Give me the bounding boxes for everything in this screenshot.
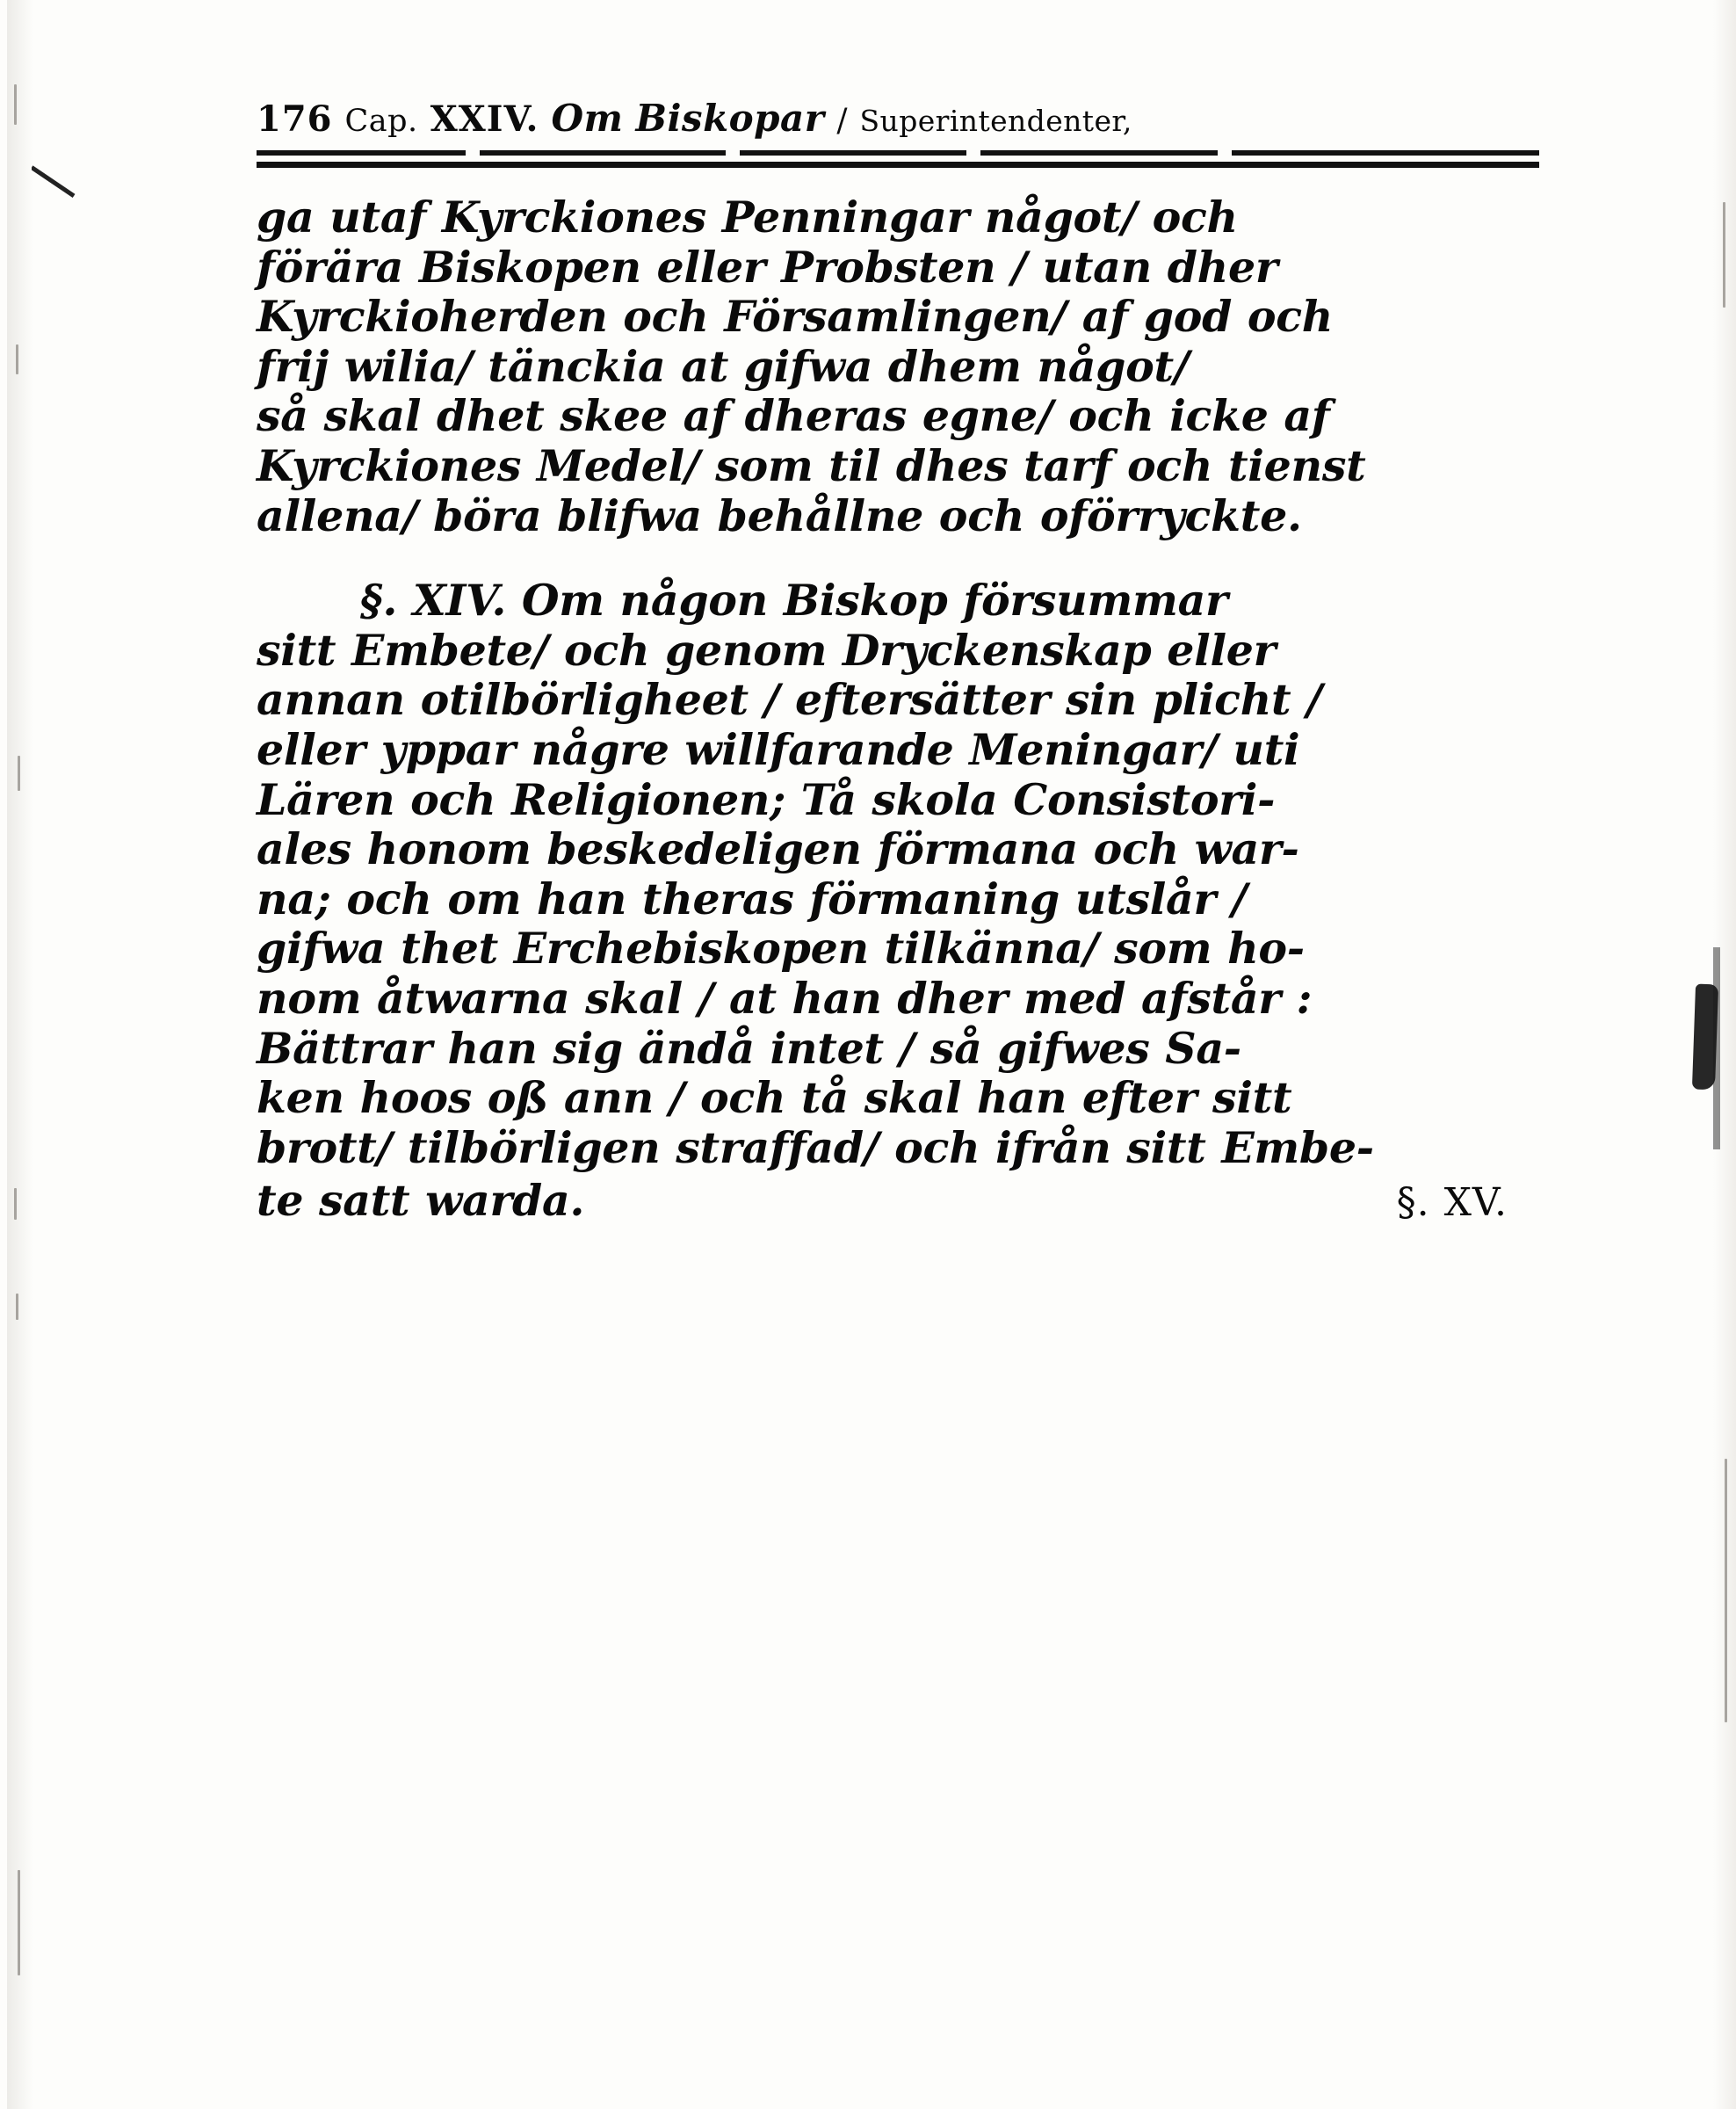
scan-tick-mark [18, 1870, 20, 1975]
scan-tick-mark [16, 1294, 18, 1320]
text-line: Bättrar han sig ändå intet / så gifwes Sa- [257, 1022, 1241, 1074]
text-line: ga utaf Kyrckiones Penningar något/ och [257, 192, 1238, 243]
catchword-next-section: §. XV. [1396, 1180, 1508, 1226]
scan-tick-mark [14, 1188, 17, 1220]
text-line: gifwa thet Erchebiskopen tilkänna/ som ho- [257, 923, 1305, 975]
text-line: ken hoos oß ann / och tå skal han efter sitt [257, 1072, 1292, 1124]
rule-break [1218, 150, 1232, 156]
paragraph-section-xiv [257, 576, 1539, 1226]
running-head-chapter-number: XXIV. [430, 98, 539, 140]
text-line: annan otilbörligheet / eftersätter sin plicht / [257, 674, 1322, 726]
paragraph-continued [257, 192, 1539, 540]
running-head-subject-alt: Superintendenter, [859, 104, 1132, 138]
text-line: Lären och Religionen; Tå skola Consistori- [257, 773, 1276, 825]
body-text [257, 192, 1539, 1226]
ink-smudge-artifact [1692, 984, 1718, 1091]
rule-break [966, 150, 980, 156]
rule-break [466, 150, 480, 156]
running-head-om: Om [551, 97, 624, 140]
running-head-separator: / [836, 103, 848, 139]
scan-tick-mark [1723, 202, 1725, 308]
page-left-edge-artifact [7, 0, 33, 2109]
scan-corner-mark [32, 158, 88, 202]
header-rule-bottom [257, 162, 1539, 168]
page-number: 176 [257, 98, 333, 140]
text-line: ales honom beskedeligen förmana och war- [257, 823, 1299, 875]
scan-tick-mark [1725, 1459, 1727, 1722]
text-line: eller yppar någre willfarande Meningar/ uti [257, 723, 1300, 775]
header-double-rule [257, 150, 1539, 170]
scan-tick-mark [16, 344, 18, 374]
section-heading-line: §. XIV. Om någon Biskop försummar [360, 575, 1228, 627]
running-head-subject: Biskopar [635, 97, 825, 140]
text-line: brott/ tilbörligen straffad/ och ifrån sitt Embe- [257, 1121, 1374, 1173]
page-content [257, 97, 1539, 1226]
text-line: så skal dhet skee af dheras egne/ och icke af [257, 390, 1330, 442]
running-head [257, 97, 1539, 140]
last-line-with-catchword [257, 1176, 1539, 1226]
text-line: nom åtwarna skal / at han dher med afstår : [257, 972, 1313, 1024]
text-line: na; och om han theras förmaning utslår / [257, 873, 1248, 924]
text-line: Kyrckiones Medel/ som til dhes tarf och tienst [257, 439, 1366, 491]
rule-break [726, 150, 740, 156]
text-line: Kyrckioherden och Församlingen/ af god och [257, 291, 1334, 343]
text-line: te satt warda. [257, 1175, 585, 1227]
text-line: förära Biskopen eller Probsten / utan dher [257, 241, 1278, 293]
running-head-cap-label: Cap. [344, 104, 418, 139]
text-line: sitt Embete/ och genom Dryckenskap eller [257, 624, 1277, 676]
text-line: frij wilia/ tänckia at gifwa dhem något/ [257, 340, 1190, 392]
header-rule-top [257, 150, 1539, 156]
scan-tick-mark [18, 756, 20, 791]
text-line: allena/ böra blifwa behållne och oförryckte. [257, 489, 1302, 541]
scan-tick-mark [14, 84, 17, 125]
